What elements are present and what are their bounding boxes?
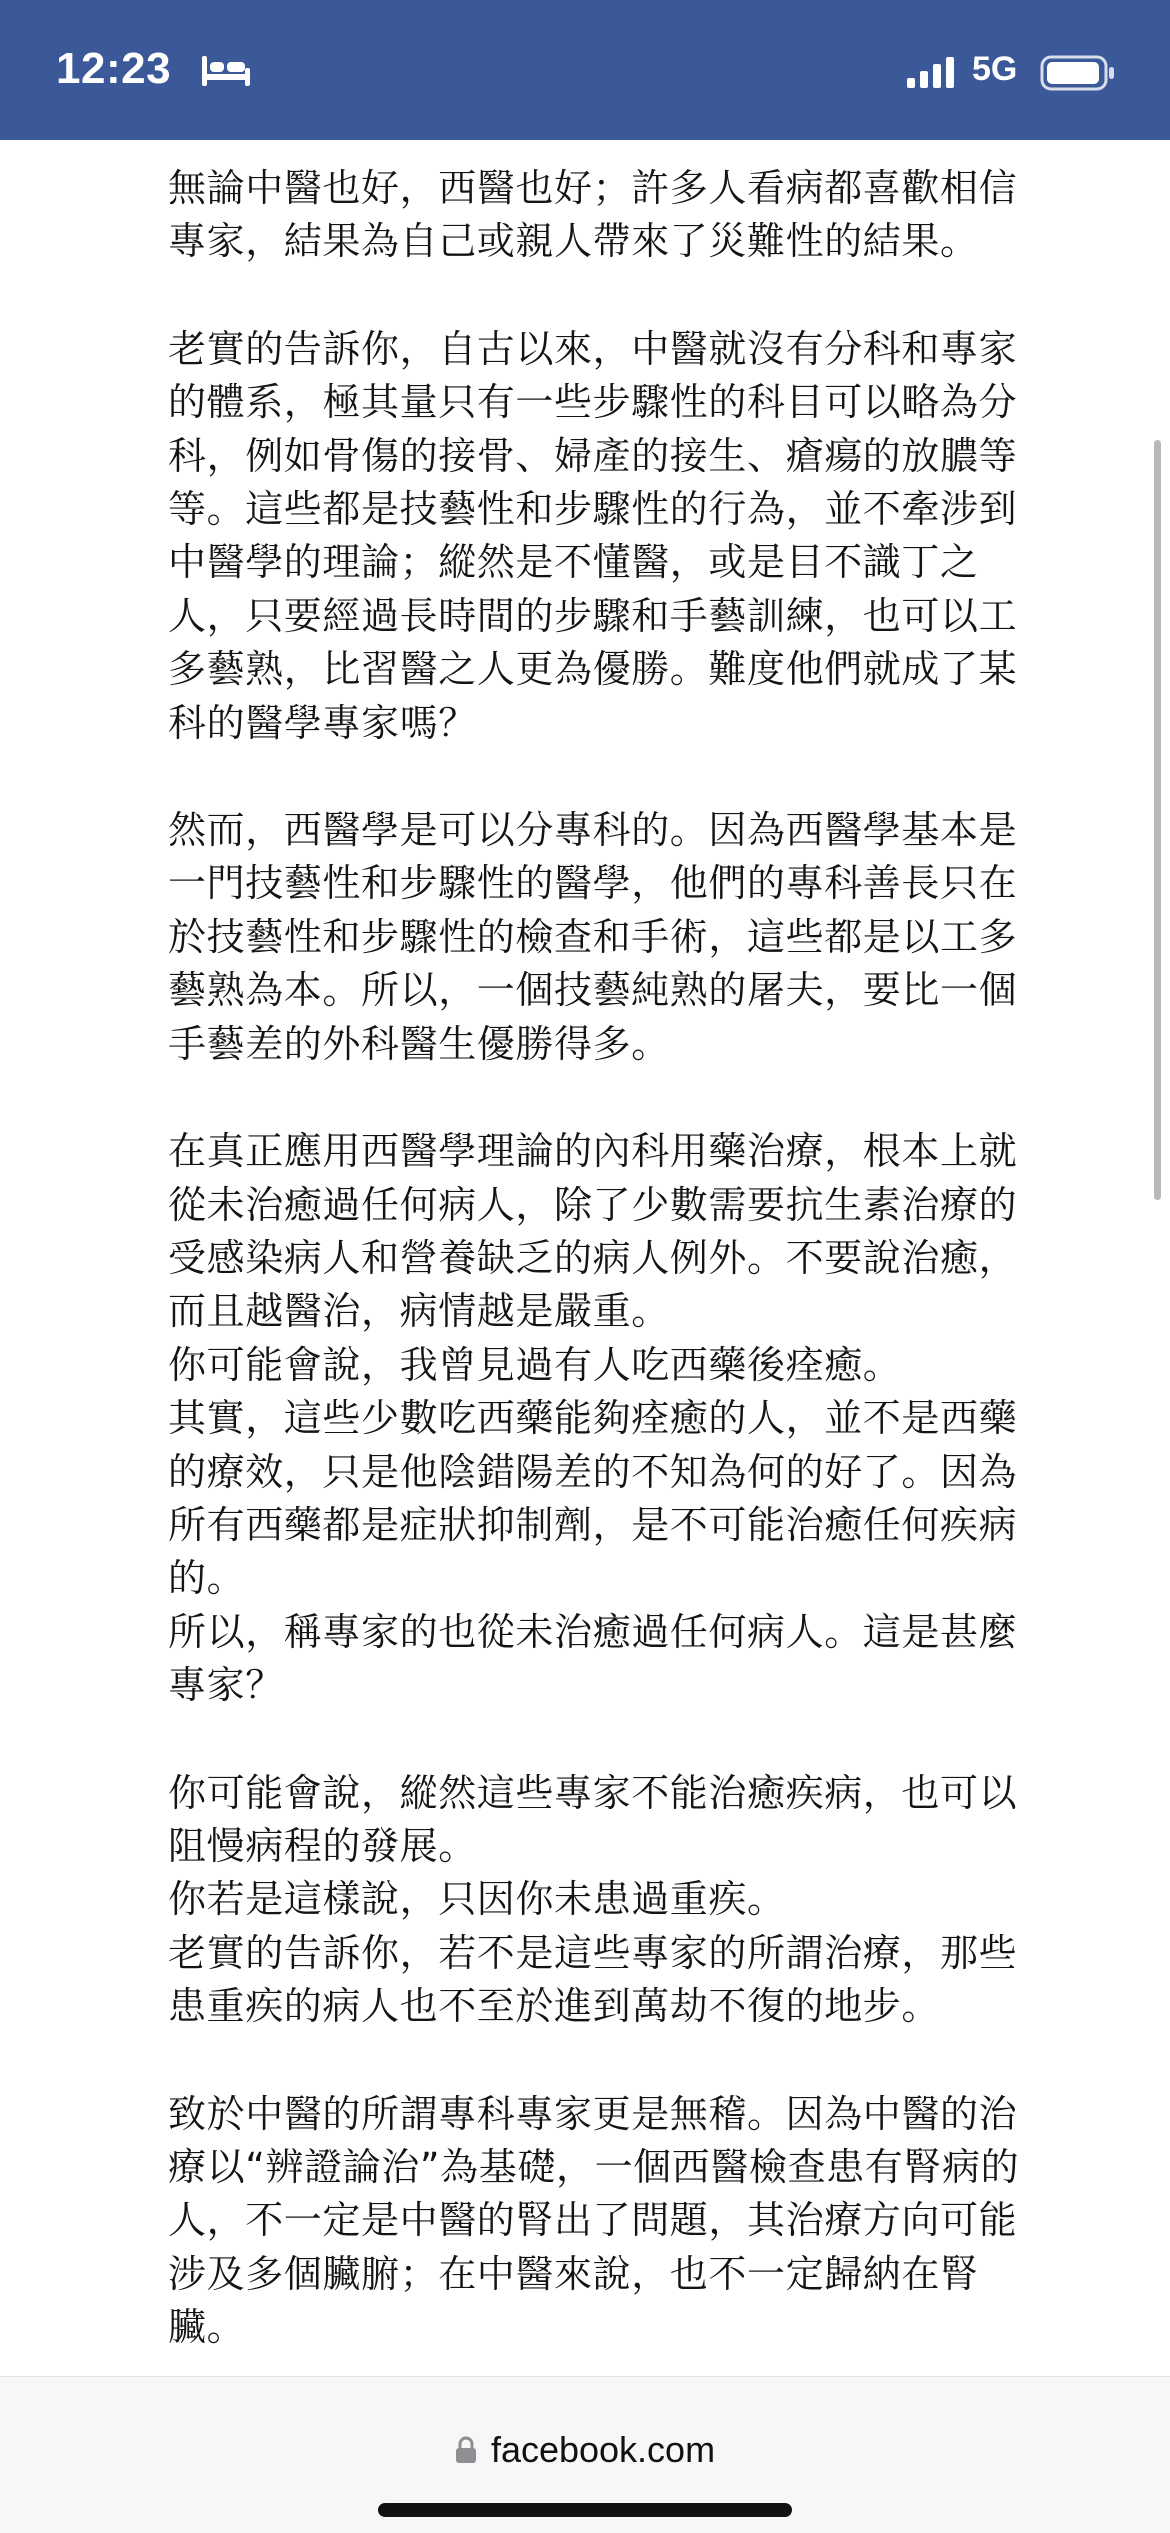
home-indicator[interactable] [378,2503,792,2517]
signal-icon [905,56,957,90]
post-content [168,162,1118,2409]
text-line: 臟。 [168,2305,246,2350]
text-line: 而且越醫治，病情越是嚴重。 [168,1289,670,1334]
text-line: 多藝熟，比習醫之人更為優勝。難度他們就成了某 [168,647,1018,692]
text-line: 人，只要經過長時間的步驟和手藝訓練，也可以工 [168,593,1018,638]
post-paragraph [168,804,1118,1071]
text-line: 在真正應用西醫學理論的內科用藥治療，根本上就 [168,1129,1018,1174]
text-line: 一門技藝性和步驟性的醫學，他們的專科善長只在 [168,861,1018,906]
text-line: 療以“辨證論治”為基礎，一個西醫檢查患有腎病的 [168,2145,1020,2189]
text-line: 的療效，只是他陰錯陽差的不知為何的好了。因為 [168,1449,1018,1494]
text-line: 老實的告訴你，自古以來，中醫就沒有分科和專家 [168,326,1018,371]
text-line: 患重疾的病人也不至於進到萬劫不復的地步。 [168,1984,941,2029]
network-label: 5G [972,50,1018,88]
post-paragraph [168,1125,1118,1712]
post-paragraph [168,162,1118,269]
browser-bottom-bar [0,2376,1170,2533]
text-line: 從未治癒過任何病人，除了少數需要抗生素治療的 [168,1182,1018,1227]
text-line: 人，不一定是中醫的腎出了問題，其治療方向可能 [168,2198,1018,2243]
text-line: 專家？ [168,1663,284,1708]
text-line: 然而，西醫學是可以分專科的。因為西醫學基本是 [168,808,1018,853]
text-line: 科的醫學專家嗎？ [168,700,477,745]
text-line: 涉及多個臟腑；在中醫來說，也不一定歸納在腎 [168,2251,979,2296]
text-line: 所以，稱專家的也從未治癒過任何病人。這是甚麼 [168,1609,1018,1654]
status-bar [0,0,1170,140]
post-paragraph [168,2088,1118,2355]
text-line: 於技藝性和步驟性的檢查和手術，這些都是以工多 [168,914,1018,959]
url-text: facebook.com [490,2429,716,2470]
address-bar[interactable] [0,2429,1170,2471]
text-line: 的體系，極其量只有一些步驟性的科目可以略為分 [168,380,1018,425]
text-line: 手藝差的外科醫生優勝得多。 [168,1021,670,1066]
bed-icon [200,54,252,88]
text-line: 等。這些都是技藝性和步驟性的行為，並不牽涉到 [168,487,1018,532]
text-line: 無論中醫也好，西醫也好；許多人看病都喜歡相信 [168,166,1018,210]
text-line: 其實，這些少數吃西藥能夠痊癒的人，並不是西藥 [168,1396,1018,1441]
text-line: 你若是這樣說，只因你未患過重疾。 [168,1877,786,1922]
text-line: 藝熟為本。所以，一個技藝純熟的屠夫，要比一個 [168,968,1018,1013]
post-paragraph [168,323,1118,750]
battery-icon [1040,54,1116,92]
text-line: 中醫學的理論；縱然是不懂醫，或是目不識丁之 [168,540,979,585]
status-time: 12:23 [56,44,172,93]
text-line: 科，例如骨傷的接骨、婦產的接生、瘡瘍的放膿等 [168,433,1018,478]
text-line: 的。 [168,1556,246,1601]
text-line: 致於中醫的所謂專科專家更是無稽。因為中醫的治 [168,2091,1018,2136]
scrollbar-thumb[interactable] [1154,440,1161,1200]
post-paragraph [168,1767,1118,2034]
text-line: 專家，結果為自己或親人帶來了災難性的結果。 [168,219,979,264]
lock-icon [455,2436,477,2464]
text-line: 你可能會說，我曾見過有人吃西藥後痊癒。 [168,1342,902,1387]
text-line: 你可能會說，縱然這些專家不能治癒疾病，也可以 [168,1770,1018,1815]
text-line: 阻慢病程的發展。 [168,1823,477,1868]
text-line: 所有西藥都是症狀抑制劑，是不可能治癒任何疾病 [168,1502,1018,1547]
text-line: 受感染病人和營養缺乏的病人例外。不要說治癒， [168,1235,1018,1280]
text-line: 老實的告訴你，若不是這些專家的所謂治療，那些 [168,1930,1018,1975]
